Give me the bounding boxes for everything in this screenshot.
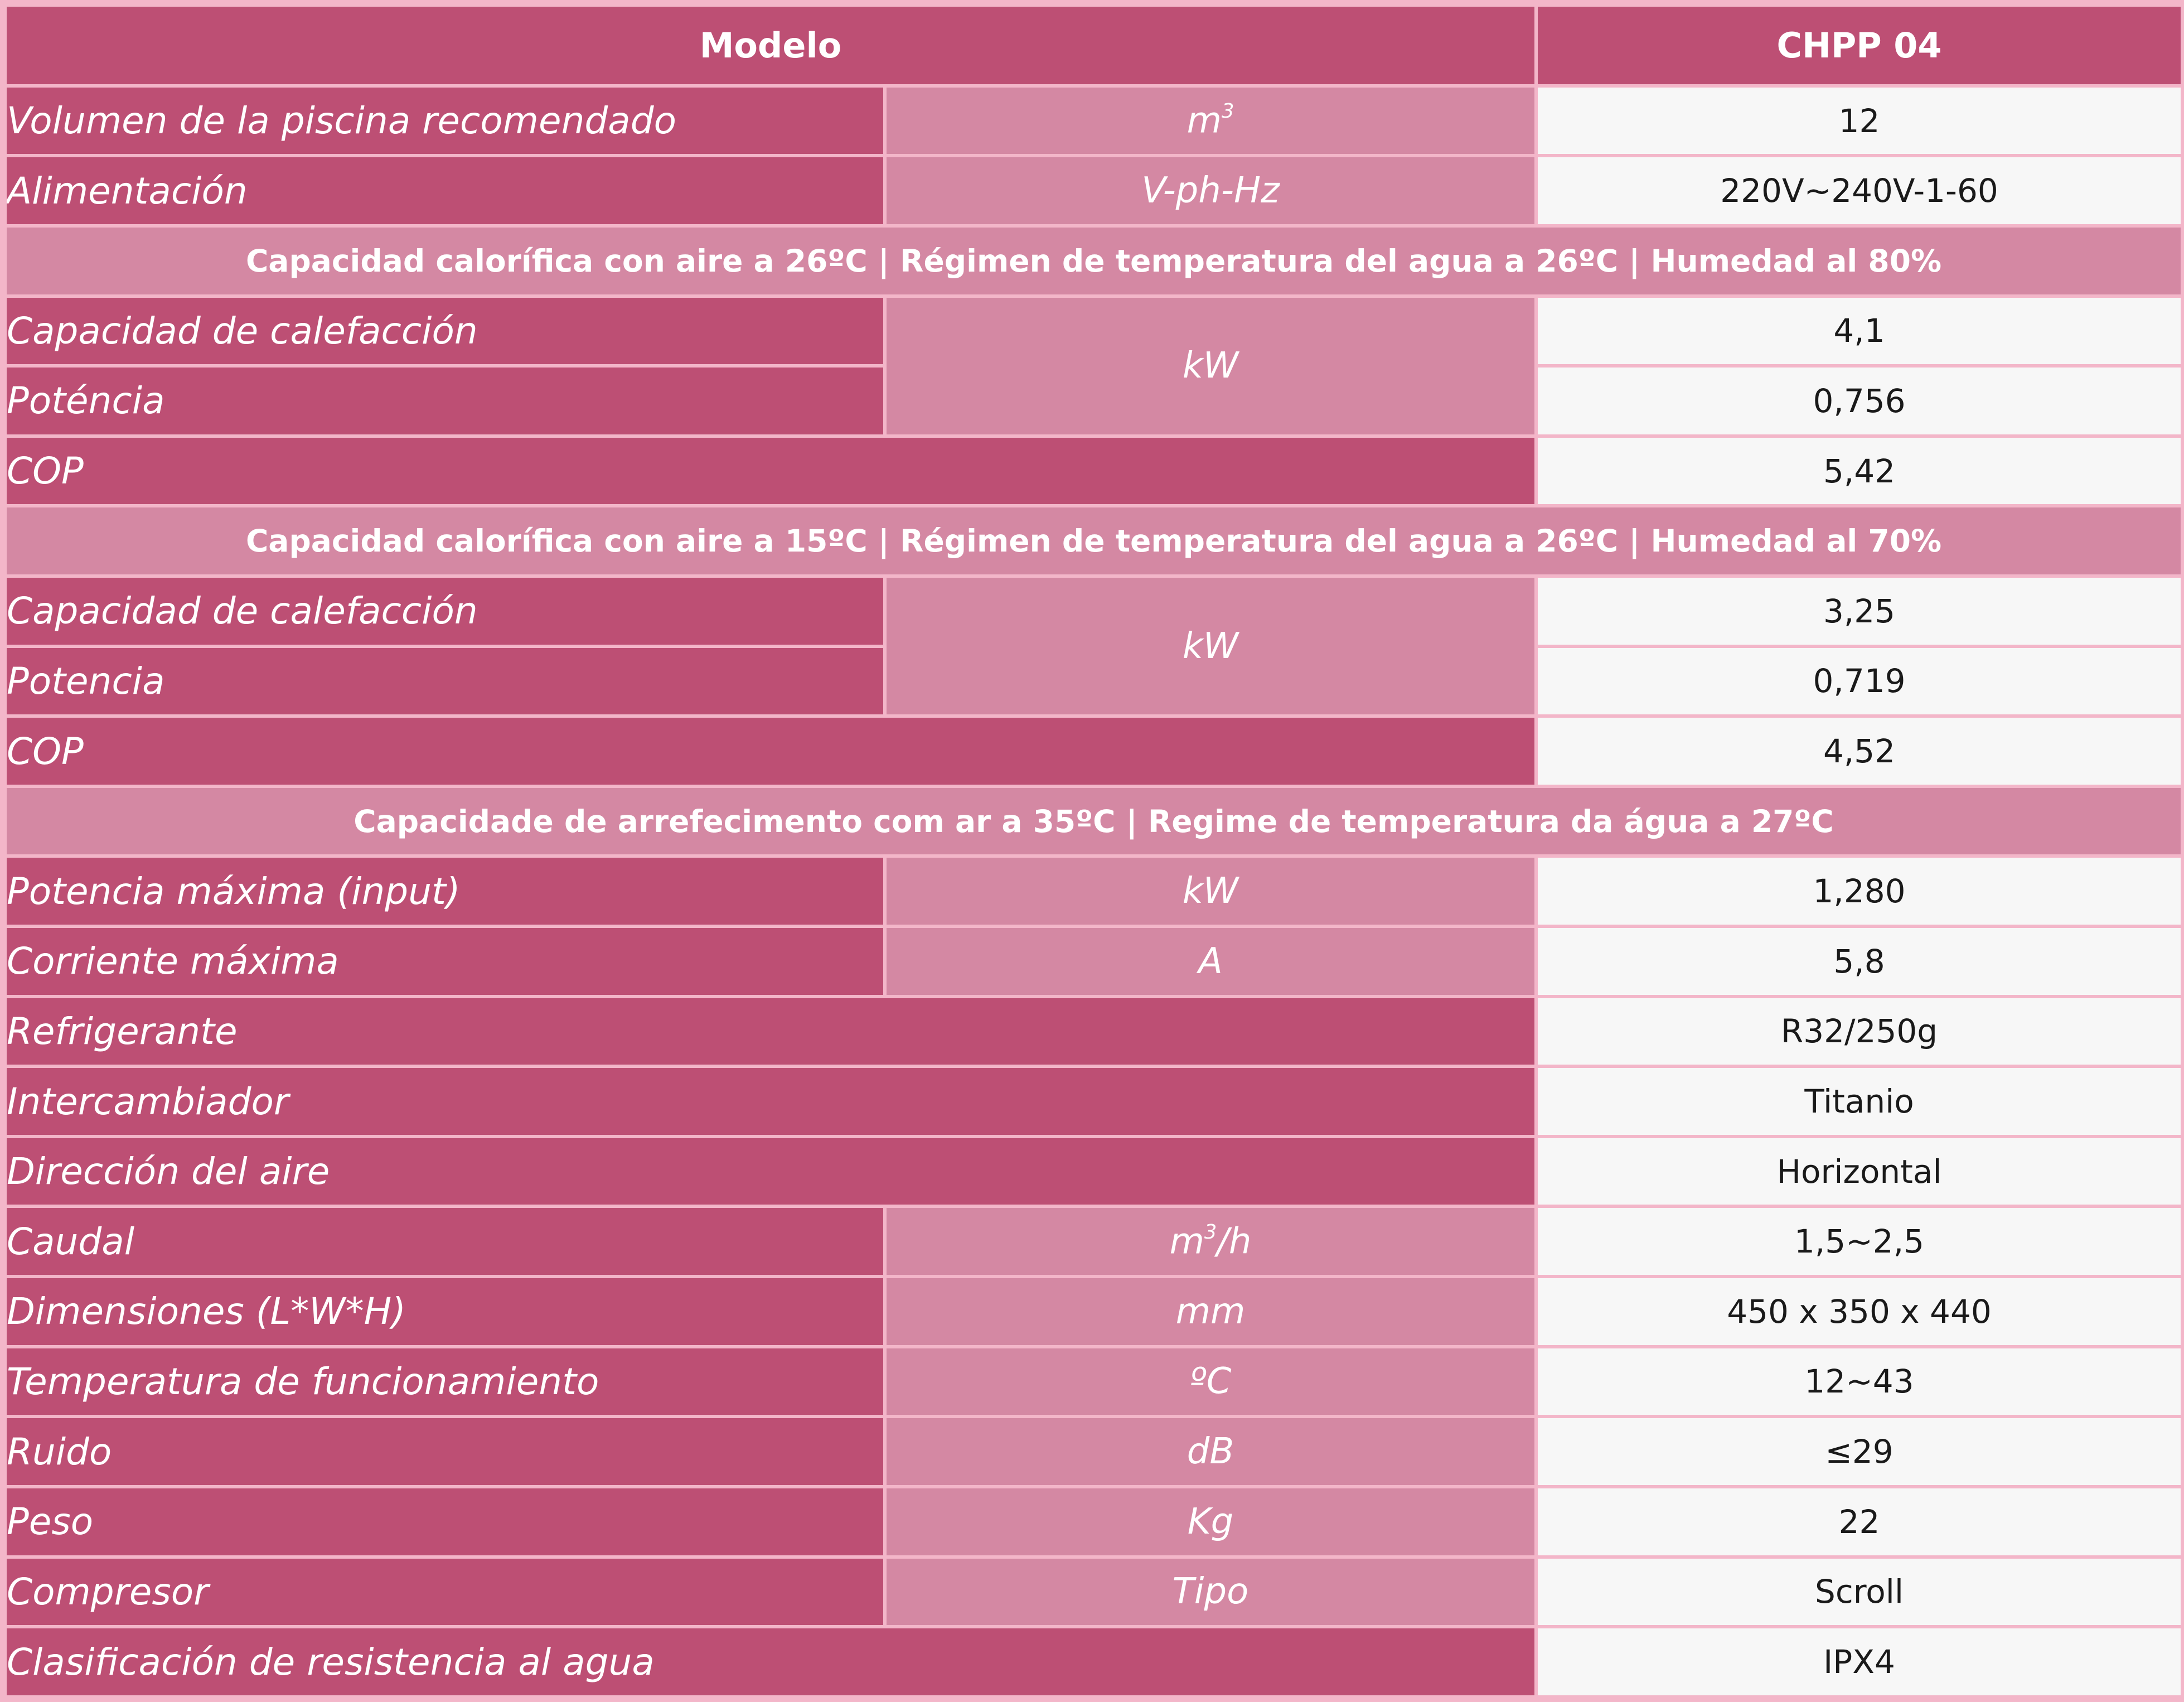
row-unit: A [887, 928, 1534, 995]
row-value: ≤29 [1538, 1418, 2181, 1485]
row-unit: ºC [887, 1348, 1534, 1415]
table-row [7, 1418, 2181, 1485]
table-row [7, 718, 2181, 785]
section-heading: Capacidad calorífica con aire a 26ºC | Régimen de temperatura del agua a 26ºC | Humedad al 80% [7, 228, 2181, 294]
row-unit [887, 88, 1534, 154]
row-unit: dB [887, 1418, 1534, 1485]
unit-superscript: 3 [1204, 1221, 1217, 1244]
table-row [7, 1348, 2181, 1415]
row-label: Compresor [7, 1559, 883, 1626]
table-row [7, 578, 2181, 645]
row-value: 12~43 [1538, 1348, 2181, 1415]
unit-base: m [1169, 1221, 1204, 1263]
row-value: 0,756 [1538, 368, 2181, 434]
table-row [7, 1068, 2181, 1135]
row-label: Corriente máxima [7, 928, 883, 995]
section-heading: Capacidad calorífica con aire a 15ºC | Régimen de temperatura del agua a 26ºC | Humedad al 70% [7, 507, 2181, 574]
row-label: Caudal [7, 1208, 883, 1275]
row-label: Ruido [7, 1418, 883, 1485]
row-unit [887, 1208, 1534, 1275]
table-row [7, 1138, 2181, 1205]
table-row [7, 1628, 2181, 1695]
row-label: Clasificación de resistencia al agua [7, 1628, 1534, 1695]
row-value: 220V~240V-1-60 [1538, 157, 2181, 224]
row-label: COP [7, 718, 1534, 785]
table-row [7, 298, 2181, 365]
unit-superscript: 3 [1221, 100, 1234, 123]
row-value: 3,25 [1538, 578, 2181, 645]
row-label: Poténcia [7, 368, 883, 434]
section-heading: Capacidade de arrefecimento com ar a 35ºC | Regime de temperatura da água a 27ºC [7, 788, 2181, 855]
row-value: 12 [1538, 88, 2181, 154]
row-unit: kW [887, 298, 1534, 434]
table-row [7, 858, 2181, 925]
table-row [7, 1278, 2181, 1345]
table-row [7, 928, 2181, 995]
section-row [7, 507, 2181, 574]
row-label: Peso [7, 1488, 883, 1555]
section-row [7, 228, 2181, 294]
row-label: Dimensiones (L*W*H) [7, 1278, 883, 1345]
row-value: 4,1 [1538, 298, 2181, 365]
table-row [7, 1559, 2181, 1626]
row-value: 0,719 [1538, 648, 2181, 715]
table-row [7, 438, 2181, 505]
row-label: Potencia máxima (input) [7, 858, 883, 925]
row-value: 5,8 [1538, 928, 2181, 995]
row-value: 1,5~2,5 [1538, 1208, 2181, 1275]
row-value: 1,280 [1538, 858, 2181, 925]
row-value: 22 [1538, 1488, 2181, 1555]
table-row [7, 88, 2181, 154]
section-row [7, 788, 2181, 855]
row-label: Temperatura de funcionamiento [7, 1348, 883, 1415]
table-row [7, 1208, 2181, 1275]
row-label: Alimentación [7, 157, 883, 224]
row-value: Horizontal [1538, 1138, 2181, 1205]
unit-tail: /h [1217, 1221, 1252, 1263]
row-label: COP [7, 438, 1534, 505]
row-unit: kW [887, 858, 1534, 925]
model-header-value: CHPP 04 [1538, 7, 2181, 84]
row-value: R32/250g [1538, 998, 2181, 1065]
table-row [7, 1488, 2181, 1555]
row-label: Capacidad de calefacción [7, 298, 883, 365]
row-value: Titanio [1538, 1068, 2181, 1135]
row-value: Scroll [1538, 1559, 2181, 1626]
row-value: IPX4 [1538, 1628, 2181, 1695]
row-label: Potencia [7, 648, 883, 715]
row-unit: Tipo [887, 1559, 1534, 1626]
row-unit: V-ph-Hz [887, 157, 1534, 224]
row-label: Refrigerante [7, 998, 1534, 1065]
row-unit: kW [887, 578, 1534, 714]
row-label: Dirección del aire [7, 1138, 1534, 1205]
table-row [7, 998, 2181, 1065]
row-label: Intercambiador [7, 1068, 1534, 1135]
model-header-label: Modelo [7, 7, 1534, 84]
row-unit: mm [887, 1278, 1534, 1345]
row-value: 5,42 [1538, 438, 2181, 505]
row-label: Capacidad de calefacción [7, 578, 883, 645]
table-row [7, 157, 2181, 224]
row-value: 450 x 350 x 440 [1538, 1278, 2181, 1345]
row-value: 4,52 [1538, 718, 2181, 785]
unit-base: m [1187, 100, 1222, 142]
row-label: Volumen de la piscina recomendado [7, 88, 883, 154]
row-unit: Kg [887, 1488, 1534, 1555]
header-row [7, 7, 2181, 84]
spec-table [3, 3, 2184, 1699]
